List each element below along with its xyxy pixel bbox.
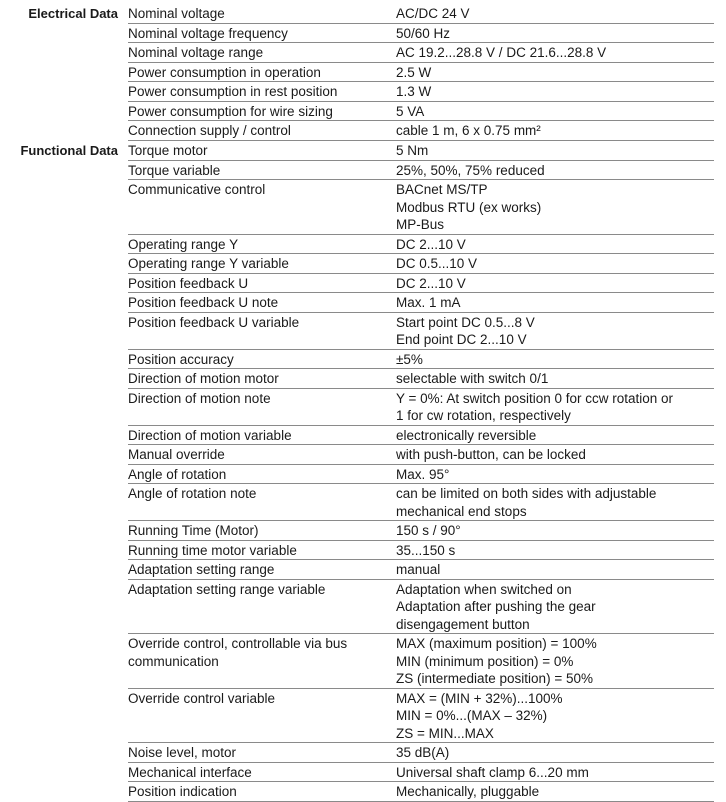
row-value-line: Max. 95°: [396, 466, 450, 482]
row-value: [396, 485, 714, 520]
row-label: [128, 522, 396, 540]
table-row: [128, 235, 714, 255]
table-row: [128, 121, 714, 141]
row-label-line: Position accuracy: [128, 351, 234, 367]
row-label: [128, 390, 396, 425]
row-label: [128, 370, 396, 388]
table-row: [128, 580, 714, 635]
row-label: [128, 690, 396, 743]
row-value: [396, 142, 714, 160]
row-value-line: DC 2...10 V: [396, 275, 466, 291]
row-value: [396, 25, 714, 43]
row-label-line: Position indication: [128, 784, 237, 799]
row-label-line: Position feedback U variable: [128, 314, 300, 330]
row-label: [128, 427, 396, 445]
row-value: [396, 236, 714, 254]
row-value: [396, 446, 714, 464]
row-value: [396, 466, 714, 484]
row-value-line: DC 2...10 V: [396, 236, 466, 252]
row-label-line: Power consumption in operation: [128, 64, 321, 80]
table-row: [128, 161, 714, 181]
row-label-line: Position feedback U: [128, 275, 249, 291]
row-label: [128, 64, 396, 82]
row-label-line: Power consumption in rest position: [128, 84, 338, 99]
row-value-line: MIN = 0%...(MAX – 32%): [396, 708, 548, 723]
row-label-line: Running time motor variable: [128, 542, 297, 558]
row-label: [128, 122, 396, 140]
row-value-line: MP-Bus: [396, 217, 445, 232]
row-value-line: MAX = (MIN + 32%)...100%: [396, 690, 563, 706]
row-label: [128, 542, 396, 560]
row-value: [396, 581, 714, 634]
table-row: [128, 180, 714, 235]
row-label-line: Adaptation setting range: [128, 562, 275, 577]
table-row: [128, 445, 714, 465]
row-label-line: communication: [128, 653, 219, 669]
table-row: [128, 763, 714, 783]
row-value: [396, 744, 714, 762]
row-label-line: Torque motor: [128, 143, 208, 158]
row-label: [128, 83, 396, 101]
row-label: [128, 466, 396, 484]
row-value-line: End point DC 2...10 V: [396, 332, 527, 347]
row-label-line: Nominal voltage: [128, 6, 225, 21]
row-value-line: Adaptation after pushing the gear: [396, 599, 596, 614]
row-value: [396, 314, 714, 349]
row-value-line: Universal shaft clamp 6...20 mm: [396, 764, 589, 780]
row-label: [128, 162, 396, 180]
row-label-line: Torque variable: [128, 162, 221, 178]
row-label: [128, 181, 396, 234]
row-label: [128, 485, 396, 520]
table-row: [128, 82, 714, 102]
row-value: [396, 255, 714, 273]
table-row: [128, 63, 714, 83]
row-value-line: AC 19.2...28.8 V / DC 21.6...28.8 V: [396, 45, 607, 60]
row-value: [396, 427, 714, 445]
row-label-line: Direction of motion note: [128, 390, 271, 406]
row-value: [396, 522, 714, 540]
section-title-electrical: Electrical Data: [28, 6, 118, 21]
row-label-line: Angle of rotation note: [128, 486, 257, 501]
row-label: [128, 351, 396, 369]
row-value: [396, 542, 714, 560]
row-label: [128, 744, 396, 762]
table-row: [128, 426, 714, 446]
row-label-line: Direction of motion variable: [128, 427, 292, 443]
row-value: [396, 122, 714, 140]
row-value-line: AC/DC 24 V: [396, 6, 470, 21]
row-label: [128, 103, 396, 121]
row-label-line: Position feedback U note: [128, 295, 279, 310]
row-label-line: Nominal voltage range: [128, 45, 264, 60]
row-value-line: with push-button, can be locked: [396, 447, 586, 462]
table-row: [128, 313, 714, 350]
table-row: [128, 484, 714, 521]
row-label-line: Adaptation setting range variable: [128, 581, 326, 597]
row-value-line: ZS (intermediate position) = 50%: [396, 671, 593, 686]
row-value-line: 35...150 s: [396, 542, 456, 558]
row-value-line: 150 s / 90°: [396, 523, 461, 538]
table-row: [128, 24, 714, 44]
row-value-line: ±5%: [396, 351, 423, 367]
row-value-line: DC 0.5...10 V: [396, 256, 478, 271]
row-value-line: Max. 1 mA: [396, 295, 461, 310]
table-row: [128, 521, 714, 541]
row-label: [128, 275, 396, 293]
row-value-line: 50/60 Hz: [396, 25, 451, 41]
row-label-line: Operating range Y variable: [128, 256, 289, 271]
row-label: [128, 446, 396, 464]
row-label: [128, 44, 396, 62]
table-row: [128, 782, 714, 802]
row-label-line: Power consumption for wire sizing: [128, 103, 333, 119]
row-label-line: Override control, controllable via bus: [128, 636, 348, 651]
table-row: [128, 541, 714, 561]
electrical-data-table: [128, 4, 714, 141]
row-label: [128, 581, 396, 634]
table-row: [128, 689, 714, 744]
row-value: [396, 103, 714, 121]
row-value-line: Mechanically, pluggable: [396, 784, 540, 799]
row-value-line: MIN (minimum position) = 0%: [396, 653, 574, 669]
table-row: [128, 389, 714, 426]
row-label-line: Connection supply / control: [128, 123, 291, 138]
row-value-line: Start point DC 0.5...8 V: [396, 314, 535, 330]
table-row: [128, 102, 714, 122]
row-label: [128, 5, 396, 23]
row-label-line: Angle of rotation: [128, 466, 227, 482]
row-label-line: Override control variable: [128, 690, 276, 706]
table-row: [128, 465, 714, 485]
row-label: [128, 255, 396, 273]
row-value-line: disengagement button: [396, 616, 530, 632]
row-value: [396, 690, 714, 743]
row-value-line: can be limited on both sides with adjustable: [396, 486, 657, 501]
table-row: [128, 4, 714, 24]
row-value-line: manual: [396, 562, 441, 577]
row-label: [128, 635, 396, 688]
row-value-line: 1.3 W: [396, 84, 432, 99]
row-label-line: Direction of motion motor: [128, 371, 279, 386]
row-value: [396, 294, 714, 312]
row-value-line: mechanical end stops: [396, 503, 527, 519]
row-value-line: Modbus RTU (ex works): [396, 199, 542, 215]
table-row: [128, 293, 714, 313]
row-value: [396, 390, 714, 425]
row-label: [128, 142, 396, 160]
row-label-line: Operating range Y: [128, 236, 239, 252]
table-row: [128, 634, 714, 689]
row-value-line: 5 Nm: [396, 143, 429, 158]
row-value: [396, 44, 714, 62]
row-value: [396, 635, 714, 688]
row-label-line: Noise level, motor: [128, 745, 237, 760]
row-label: [128, 294, 396, 312]
row-value-line: selectable with switch 0/1: [396, 371, 549, 386]
row-value: [396, 351, 714, 369]
row-label: [128, 25, 396, 43]
row-value: [396, 764, 714, 782]
table-row: [128, 254, 714, 274]
row-value-line: 5 VA: [396, 103, 425, 119]
row-label: [128, 783, 396, 801]
functional-data-table: [128, 141, 714, 802]
row-value: [396, 370, 714, 388]
row-value: [396, 181, 714, 234]
row-value-line: BACnet MS/TP: [396, 182, 488, 197]
row-value: [396, 275, 714, 293]
row-value-line: ZS = MIN...MAX: [396, 725, 494, 741]
row-label-line: Nominal voltage frequency: [128, 25, 288, 41]
row-value: [396, 783, 714, 801]
row-label-line: Running Time (Motor): [128, 523, 259, 538]
row-value-line: Adaptation when switched on: [396, 581, 572, 597]
row-value-line: MAX (maximum position) = 100%: [396, 636, 597, 651]
row-label: [128, 314, 396, 349]
row-label: [128, 764, 396, 782]
row-value: [396, 64, 714, 82]
row-value-line: cable 1 m, 6 x 0.75 mm²: [396, 123, 541, 138]
row-value-line: 2.5 W: [396, 64, 432, 80]
table-row: [128, 560, 714, 580]
row-value-line: 1 for cw rotation, respectively: [396, 408, 571, 423]
row-value-line: 35 dB(A): [396, 745, 450, 760]
row-value: [396, 83, 714, 101]
row-value-line: electronically reversible: [396, 427, 537, 443]
row-label-line: Communicative control: [128, 182, 266, 197]
row-label: [128, 561, 396, 579]
row-value: [396, 561, 714, 579]
row-value-line: Y = 0%: At switch position 0 for ccw rotation or: [396, 390, 674, 406]
table-row: [128, 141, 714, 161]
table-row: [128, 369, 714, 389]
row-value-line: 25%, 50%, 75% reduced: [396, 162, 545, 178]
row-value: [396, 162, 714, 180]
section-title-functional: Functional Data: [20, 143, 118, 158]
row-label-line: Manual override: [128, 447, 225, 462]
table-row: [128, 274, 714, 294]
row-label: [128, 236, 396, 254]
table-row: [128, 743, 714, 763]
row-label-line: Mechanical interface: [128, 764, 252, 780]
table-row: [128, 350, 714, 370]
table-row: [128, 43, 714, 63]
row-value: [396, 5, 714, 23]
